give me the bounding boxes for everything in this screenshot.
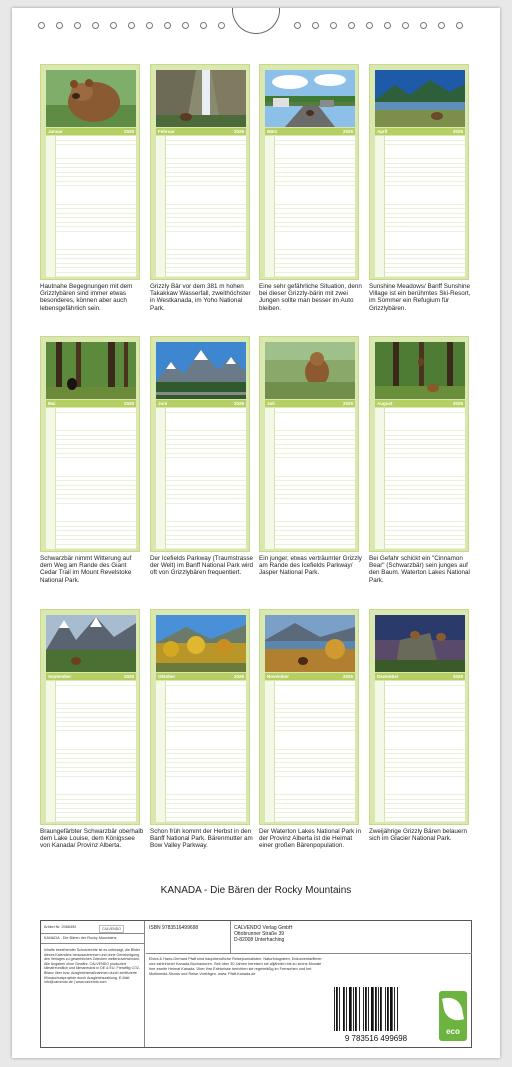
barcode-bar bbox=[359, 987, 360, 1031]
barcode-bar bbox=[334, 987, 335, 1031]
month-card bbox=[369, 64, 469, 280]
barcode-bar bbox=[375, 987, 377, 1031]
barcode-bar bbox=[353, 987, 354, 1031]
month-photo-image bbox=[156, 342, 246, 399]
month-year: 2026 bbox=[342, 674, 353, 679]
month-card bbox=[259, 609, 359, 825]
month-year: 2026 bbox=[233, 401, 244, 406]
month-card bbox=[40, 64, 140, 280]
month-card bbox=[150, 336, 250, 552]
binding-ring bbox=[402, 22, 409, 29]
month-name: Januar bbox=[48, 129, 63, 134]
month-year: 2026 bbox=[342, 129, 353, 134]
author-text: Elvira & Hans-Gerhard Pfaff sind hauptberufliche Reisejournalisten, Naturfotografen, Dokumentarfilmer und zahlreicher Kanada-Buchautoren. Seit über 30 Jahren bereisen sie alljährlich bis zu sechs Monate ihre zweite Heimat Kanada. Über ihre Erlebnisse berichten sie regelmäßig im Fernsehen und bei Multimedia-Shows und Reise-Vorträgen. www. Pfaff-Kanada.de bbox=[149, 957, 322, 976]
binding-ring bbox=[128, 22, 135, 29]
month-header bbox=[46, 673, 136, 680]
binding-ring bbox=[200, 22, 207, 29]
month-card bbox=[369, 609, 469, 825]
month-photo-image bbox=[375, 70, 465, 127]
barcode-bar bbox=[343, 987, 345, 1031]
binding-ring bbox=[294, 22, 301, 29]
barcode-bar bbox=[387, 987, 389, 1031]
leaf-icon bbox=[442, 996, 464, 1023]
month-name: Oktober bbox=[158, 674, 176, 679]
binding-ring bbox=[438, 22, 445, 29]
day-lines bbox=[265, 681, 355, 822]
binding-ring bbox=[330, 22, 337, 29]
month-photo-image bbox=[375, 342, 465, 399]
month-caption: Der Icefields Parkway (Traumstrasse der Welt) im Banff National Park wird oft von Grizzlybären frequentiert. bbox=[150, 555, 254, 577]
eco-label: eco bbox=[446, 1027, 460, 1036]
day-lines bbox=[46, 408, 136, 549]
barcode bbox=[330, 985, 422, 1043]
month-photo bbox=[375, 70, 465, 127]
article-number: Artikel Nr. 2066492 bbox=[44, 925, 77, 929]
month-name: September bbox=[48, 674, 72, 679]
legal-text: Inhalte bestehender Schutzrechte ist es untersagt, die Bilder dieses Kalenders herauszutrennen und ohne Genehmigung des Verlages zu gewerblichen Zwecken weiterzuverwenden. Alle Angaben ohne Gewähr. CALVENDO produziert klimafreundlich und klimaneutral in DE & EU. Freiwillig CO2-Bilanz über bzw. Ausgleichsmaßnahmen durch zertifizierte Klimaschutzprojekte durch Ausgleichszahlung. E-Mail: info@calvendo.de | www.calvendo.com bbox=[44, 948, 141, 985]
day-lines bbox=[375, 136, 465, 277]
month-photo bbox=[265, 70, 355, 127]
month-year: 2026 bbox=[233, 129, 244, 134]
month-photo-image bbox=[46, 342, 136, 399]
barcode-bar bbox=[339, 987, 340, 1031]
month-photo bbox=[265, 342, 355, 399]
binding-ring bbox=[182, 22, 189, 29]
month-header bbox=[156, 128, 246, 135]
month-name: März bbox=[267, 129, 278, 134]
day-lines bbox=[375, 681, 465, 822]
month-photo bbox=[156, 342, 246, 399]
product-title: KANADA - Die Bären der Rocky Mountains bbox=[44, 936, 117, 940]
month-caption: Schwarzbär nimmt Witterung auf dem Weg am Rande des Giant Cedar Trail im Mount Revelstoke National Park. bbox=[40, 555, 132, 584]
month-header bbox=[375, 128, 465, 135]
publisher-street: Ottobrunner Straße 39 bbox=[234, 931, 285, 937]
month-caption: Hautnahe Begegnungen mit dem Grizzlybären sind immer etwas besonderes, können aber auch lebensgefährlich sein. bbox=[40, 283, 133, 312]
month-header bbox=[156, 400, 246, 407]
month-name: Dezember bbox=[377, 674, 399, 679]
month-header bbox=[375, 673, 465, 680]
calendar-title: KANADA - Die Bären der Rocky Mountains bbox=[160, 885, 352, 896]
month-year: 2026 bbox=[452, 129, 463, 134]
month-photo-image bbox=[265, 615, 355, 672]
publisher-name: CALVENDO Verlag GmbH bbox=[234, 925, 293, 931]
day-lines bbox=[156, 681, 246, 822]
binding-ring bbox=[110, 22, 117, 29]
month-caption: Eine sehr gefährliche Situation, denn bei dieser Grizzly-bärin mit zwei Jungen sollte man besser im Auto bleiben. bbox=[259, 283, 362, 312]
binding-ring bbox=[218, 22, 225, 29]
footer-info-box bbox=[40, 920, 472, 1048]
barcode-bar bbox=[346, 987, 347, 1031]
month-caption: Zweijährige Grizzly Bären belauern sich im Glacier National Park. bbox=[369, 828, 467, 843]
month-card bbox=[40, 609, 140, 825]
eco-badge bbox=[439, 991, 467, 1041]
month-header bbox=[46, 400, 136, 407]
month-photo bbox=[156, 70, 246, 127]
month-photo bbox=[46, 342, 136, 399]
month-caption: Grizzly Bär vor dem 381 m hohen Takakkaw Wasserfall, zweithöchster in Westkanada, im Yoho National Park. bbox=[150, 283, 251, 312]
month-photo-image bbox=[156, 70, 246, 127]
month-name: Juni bbox=[158, 401, 168, 406]
day-lines bbox=[46, 136, 136, 277]
month-photo-image bbox=[46, 70, 136, 127]
month-header bbox=[46, 128, 136, 135]
month-name: November bbox=[267, 674, 290, 679]
month-caption: Der Waterton Lakes National Park in der Provinz Alberta ist die Heimat einer großen Bärenpopulation. bbox=[259, 828, 361, 850]
month-card bbox=[259, 64, 359, 280]
day-lines bbox=[265, 136, 355, 277]
barcode-bar bbox=[336, 987, 338, 1031]
month-photo bbox=[156, 615, 246, 672]
month-header bbox=[265, 400, 355, 407]
binding-ring bbox=[38, 22, 45, 29]
binding-ring bbox=[312, 22, 319, 29]
month-photo-image bbox=[156, 615, 246, 672]
month-photo-image bbox=[265, 70, 355, 127]
month-header bbox=[375, 400, 465, 407]
day-lines bbox=[156, 408, 246, 549]
calendar-page bbox=[12, 8, 500, 1058]
month-year: 2026 bbox=[123, 129, 134, 134]
binding-ring bbox=[164, 22, 171, 29]
day-lines bbox=[375, 408, 465, 549]
month-card bbox=[259, 336, 359, 552]
month-caption: Schon früh kommt der Herbst in den Banff National Park. Bärenmutter am Bow Valley Parkway. bbox=[150, 828, 253, 850]
binding-ring bbox=[56, 22, 63, 29]
month-header bbox=[265, 128, 355, 135]
footer-left-column bbox=[41, 921, 145, 1047]
barcode-bar bbox=[349, 987, 352, 1031]
month-year: 2026 bbox=[123, 401, 134, 406]
binding-ring bbox=[384, 22, 391, 29]
month-year: 2026 bbox=[452, 401, 463, 406]
barcode-bar bbox=[394, 987, 395, 1031]
month-photo-image bbox=[46, 615, 136, 672]
barcode-digits: 9 783516 499698 bbox=[344, 1034, 408, 1043]
barcode-bar bbox=[385, 987, 386, 1031]
month-name: April bbox=[377, 129, 388, 134]
month-year: 2026 bbox=[233, 674, 244, 679]
month-photo bbox=[375, 342, 465, 399]
binding-ring bbox=[348, 22, 355, 29]
month-name: Mai bbox=[48, 401, 56, 406]
month-name: Juli bbox=[267, 401, 275, 406]
binding-ring bbox=[420, 22, 427, 29]
barcode-bar bbox=[397, 987, 398, 1031]
barcode-bar bbox=[371, 987, 374, 1031]
calvendo-logo: CALVENDO bbox=[99, 925, 124, 933]
month-photo-image bbox=[375, 615, 465, 672]
month-header bbox=[265, 673, 355, 680]
binding-ring bbox=[456, 22, 463, 29]
barcode-bar bbox=[380, 987, 382, 1031]
month-photo bbox=[46, 615, 136, 672]
month-card bbox=[40, 336, 140, 552]
month-year: 2026 bbox=[342, 401, 353, 406]
month-year: 2026 bbox=[452, 674, 463, 679]
month-caption: Braungefärbter Schwarzbär oberhalb dem Lake Louise, dem Königssee von Kanada/ Provinz Alberta. bbox=[40, 828, 144, 850]
month-card bbox=[369, 336, 469, 552]
publisher-city: D-82008 Unterhaching bbox=[234, 937, 285, 943]
binding-ring bbox=[92, 22, 99, 29]
month-caption: Bei Gefahr schickt ein "Cinnamon Bear" (Schwarzbär) sein junges auf den Baum. Waterton Lakes National Park. bbox=[369, 555, 470, 584]
month-photo bbox=[375, 615, 465, 672]
barcode-bar bbox=[390, 987, 393, 1031]
isbn: ISBN 9783516499698 bbox=[149, 925, 199, 931]
month-photo bbox=[265, 615, 355, 672]
month-card bbox=[150, 609, 250, 825]
barcode-bar bbox=[378, 987, 379, 1031]
barcode-bar bbox=[365, 987, 367, 1031]
day-lines bbox=[46, 681, 136, 822]
barcode-bar bbox=[368, 987, 369, 1031]
month-name: Februar bbox=[158, 129, 175, 134]
binding-ring bbox=[74, 22, 81, 29]
month-card bbox=[150, 64, 250, 280]
month-photo bbox=[46, 70, 136, 127]
barcode-bar bbox=[355, 987, 357, 1031]
binding-ring bbox=[366, 22, 373, 29]
month-header bbox=[156, 673, 246, 680]
barcode-bar bbox=[363, 987, 364, 1031]
day-lines bbox=[265, 408, 355, 549]
month-name: August bbox=[377, 401, 393, 406]
month-caption: Sunshine Meadows/ Banff Sunshine Village ist ein berühmtes Ski-Resort, im Sommer ein Refugium für Grizzlybären. bbox=[369, 283, 471, 312]
month-photo-image bbox=[265, 342, 355, 399]
day-lines bbox=[156, 136, 246, 277]
month-caption: Ein junger, etwas verträumter Grizzly am Rande des Icefields Parkway/ Jasper National Park. bbox=[259, 555, 362, 577]
month-year: 2026 bbox=[123, 674, 134, 679]
binding-ring bbox=[146, 22, 153, 29]
